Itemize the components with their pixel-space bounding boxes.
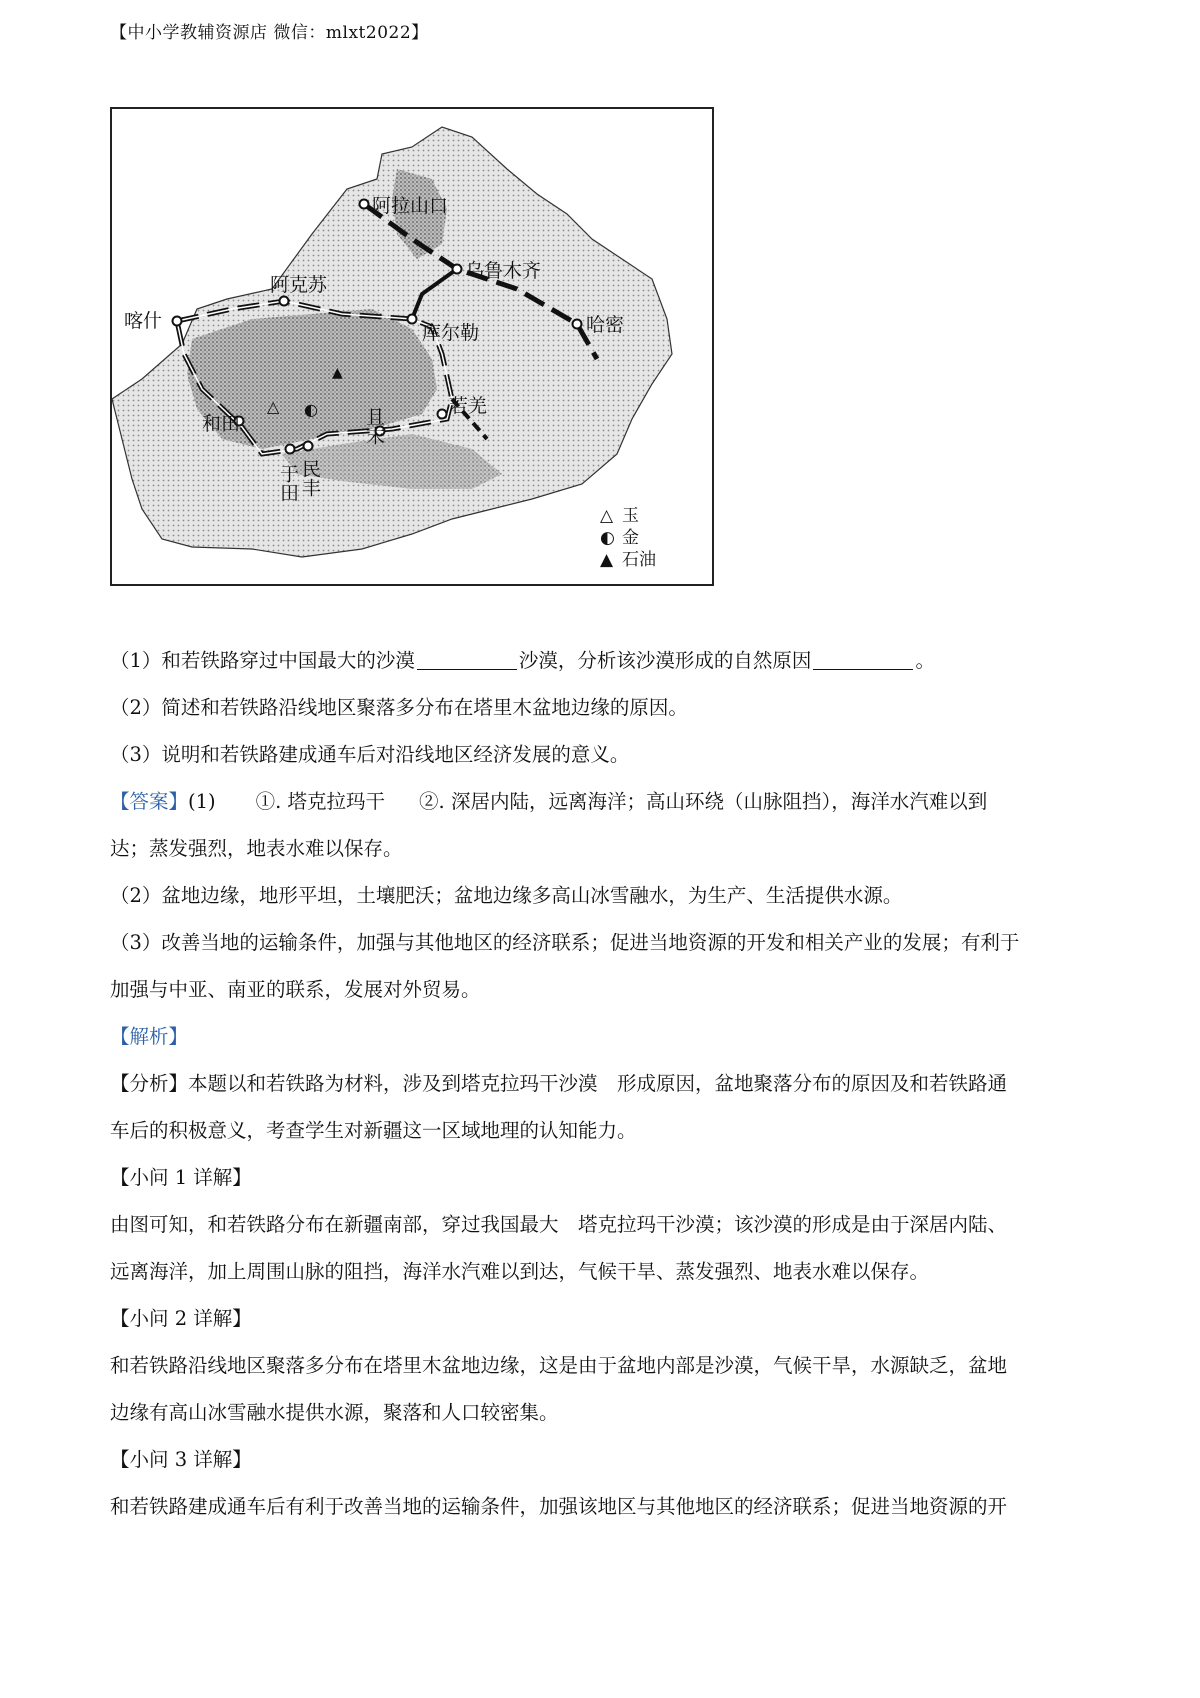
analysis-tag: 【解析】	[110, 1025, 189, 1048]
detail-1-title: 【小问 1 详解】	[110, 1166, 252, 1189]
detail-2-line-1: 和若铁路沿线地区聚落多分布在塔里木盆地边缘，这是由于盆地内部是沙漠，气候干旱，水源缺乏，盆地	[110, 1354, 1008, 1377]
label-kashgar: 喀什	[124, 310, 163, 332]
page-header: 【中小学教辅资源店 微信：mlxt2022】	[110, 23, 429, 43]
label-qiemo: 且末	[363, 407, 385, 445]
detail-3-line-1: 和若铁路建成通车后有利于改善当地的运输条件，加强该地区与其他地区的经济联系；促进当地资源的开	[110, 1495, 1008, 1518]
answer-blank-1	[417, 651, 517, 670]
detail-1-line-2: 远离海洋，加上周围山脉的阻挡，海洋水汽难以到达，气候干旱、蒸发强烈、地表水难以保存。	[110, 1260, 930, 1283]
label-ruoqiang: 若羌	[449, 395, 488, 417]
legend-oil-label: 石油	[622, 550, 656, 570]
answer-1-cont: 达；蒸发强烈，地表水难以保存。	[110, 837, 403, 860]
question-1: （1）和若铁路穿过中国最大的沙漠 沙漠，分析该沙漠形成的自然原因 。	[110, 649, 935, 672]
legend-jade-label: 玉	[622, 506, 639, 526]
oil-symbol: ▲	[332, 365, 343, 381]
label-hami: 哈密	[586, 314, 625, 336]
legend-gold-icon: ◐	[600, 528, 615, 548]
answer-3-line-2: 加强与中亚、南亚的联系，发展对外贸易。	[110, 978, 481, 1001]
label-urumqi: 乌鲁木齐	[465, 260, 542, 282]
detail-2-line-2: 边缘有高山冰雪融水提供水源，聚落和人口较密集。	[110, 1401, 559, 1424]
label-korla: 库尔勒	[422, 322, 480, 344]
map-legend	[600, 506, 656, 570]
question-2: （2）简述和若铁路沿线地区聚落多分布在塔里木盆地边缘的原因。	[110, 696, 688, 719]
xinjiang-railway-map	[110, 107, 714, 586]
answer-1-line: 【答案】(1) ①. 塔克拉玛干 ②. 深居内陆，远离海洋；高山环绕（山脉阻挡），海洋水汽难以到	[110, 790, 988, 813]
legend-jade-icon: △	[600, 506, 614, 526]
label-aksu: 阿克苏	[270, 274, 328, 296]
gold-symbol: ◐	[304, 400, 318, 419]
label-yutian: 于田	[277, 464, 299, 502]
detail-2-title: 【小问 2 详解】	[110, 1307, 252, 1330]
map-svg	[112, 109, 712, 584]
answer-2: （2）盆地边缘，地形平坦，土壤肥沃；盆地边缘多高山冰雪融水，为生产、生活提供水源。	[110, 884, 903, 907]
label-alashankou: 阿拉山口	[372, 195, 449, 217]
analysis-line-2: 车后的积极意义，考查学生对新疆这一区域地理的认知能力。	[110, 1119, 637, 1142]
jade-symbol: △	[267, 397, 280, 416]
detail-1-line-1: 由图可知，和若铁路分布在新疆南部，穿过我国最大 塔克拉玛干沙漠；该沙漠的形成是由于深居内陆、	[110, 1213, 1008, 1236]
answer-blank-2	[813, 651, 913, 670]
label-minfeng: 民丰	[299, 459, 321, 497]
question-3: （3）说明和若铁路建成通车后对沿线地区经济发展的意义。	[110, 743, 630, 766]
answer-tag: 【答案】	[110, 790, 189, 813]
analysis-line-1: 【分析】本题以和若铁路为材料，涉及到塔克拉玛干沙漠 形成原因，盆地聚落分布的原因及和若铁路通	[110, 1072, 1008, 1095]
label-hotan: 和田	[202, 413, 241, 435]
detail-3-title: 【小问 3 详解】	[110, 1448, 252, 1471]
legend-gold-label: 金	[622, 528, 639, 548]
answer-3-line-1: （3）改善当地的运输条件，加强与其他地区的经济联系；促进当地资源的开发和相关产业的发展；有利于	[110, 931, 1020, 954]
legend-oil-icon: ▲	[600, 550, 614, 570]
